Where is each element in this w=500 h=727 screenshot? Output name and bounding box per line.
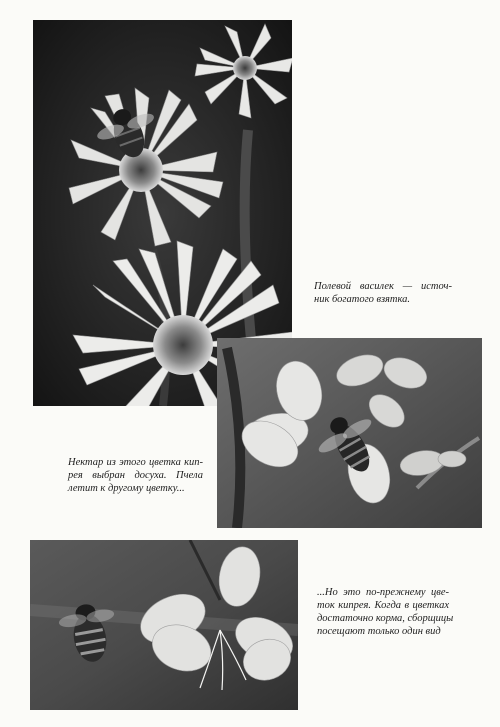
caption-line: Нектар из этого цветка кип-	[68, 457, 203, 468]
caption-fireweed	[317, 586, 454, 638]
caption-nectar	[68, 456, 203, 495]
caption-line: рея выбран досуха. Пчела	[68, 470, 203, 481]
bee-flying-photo	[30, 540, 298, 710]
caption-line: ник богатого взятка.	[314, 294, 411, 305]
bee-flying-image	[30, 540, 298, 710]
caption-line: летит к другому цветку...	[68, 483, 185, 494]
caption-line: ток кипрея. Когда в цветках	[317, 600, 449, 611]
caption-line: достаточно корма, сборщицы	[317, 613, 454, 624]
caption-cornflower	[314, 280, 452, 306]
caption-line: Полевой василек — источ-	[314, 281, 452, 292]
fireweed-image	[217, 338, 482, 528]
fireweed-photo	[217, 338, 482, 528]
caption-line: ...Но это по-прежнему цвe-	[317, 587, 449, 598]
caption-line: посещают только один вид	[317, 626, 441, 637]
